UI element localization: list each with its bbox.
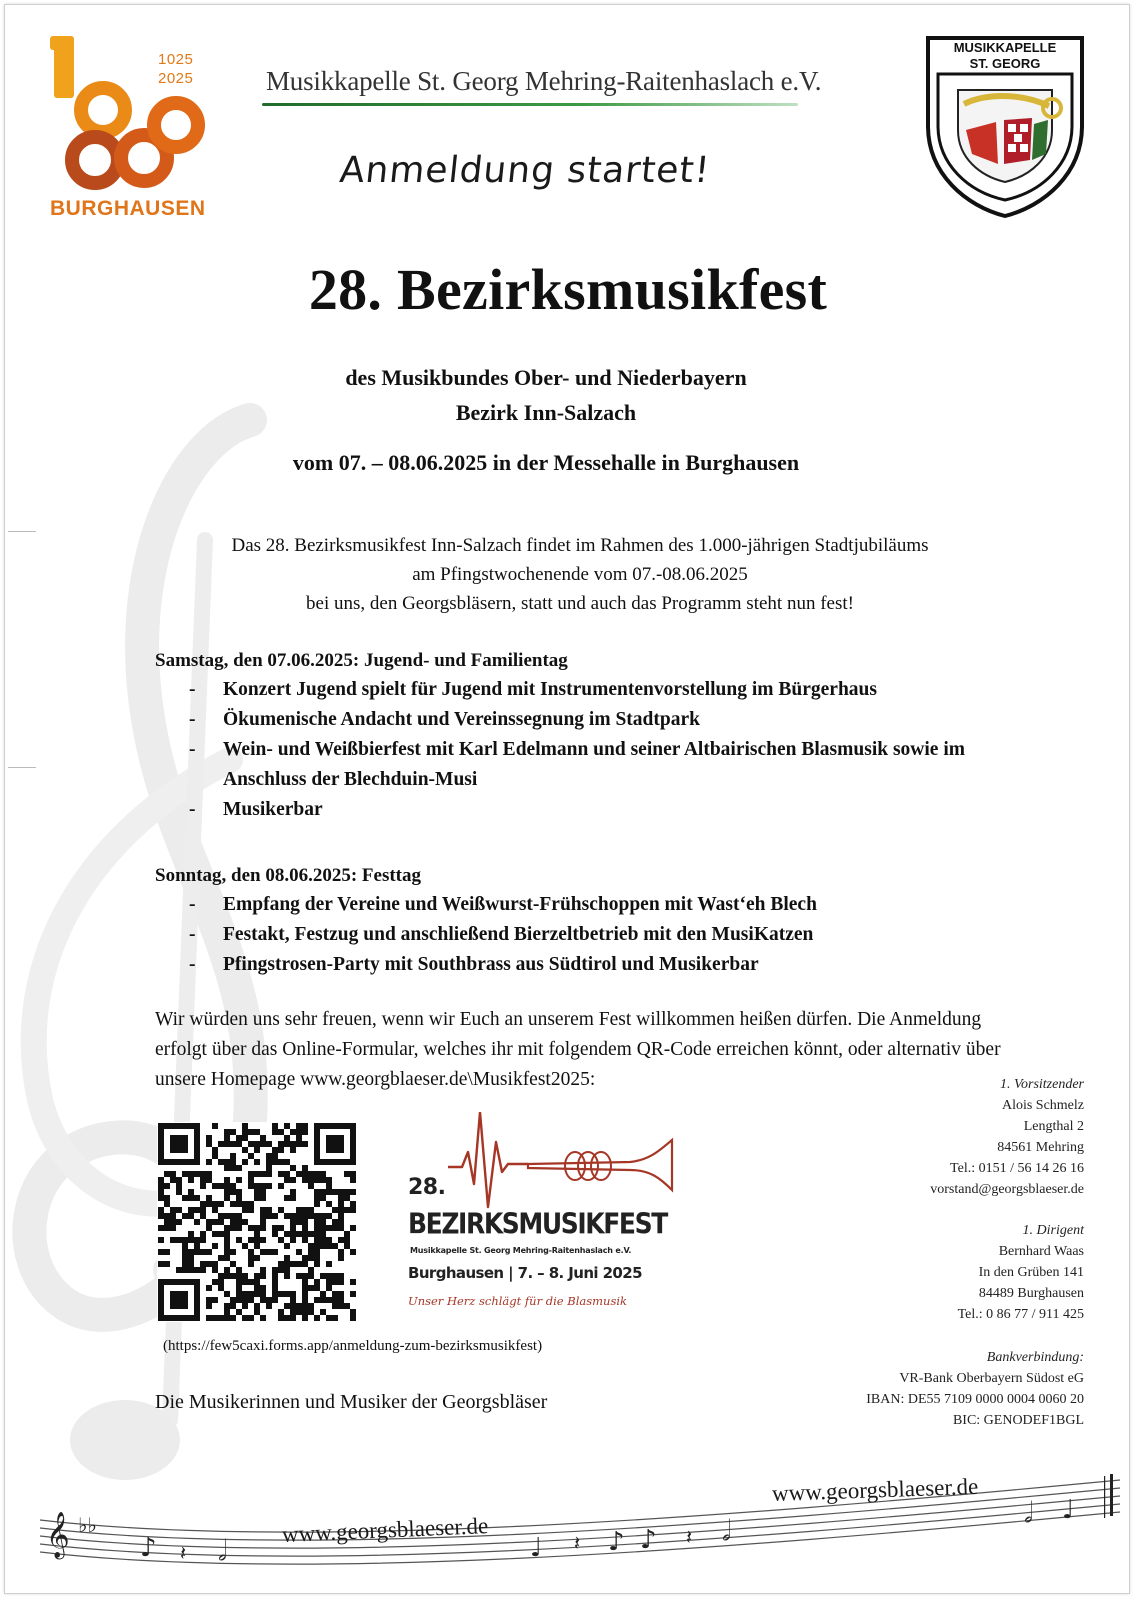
- bullet-dash: -: [189, 709, 196, 730]
- contact-role: 1. Dirigent: [1022, 1223, 1084, 1238]
- subtitle: [0, 360, 1092, 430]
- subtitle-line-1: des Musikbundes Ober- und Niederbayern: [345, 365, 747, 390]
- fest-logo-name: BEZIRKSMUSIKFEST: [408, 1207, 667, 1241]
- footer-url-left[interactable]: www.georgsblaeser.de: [281, 1513, 489, 1547]
- fest-logo-motto: Unser Herz schlägt für die Blasmusik: [408, 1294, 627, 1308]
- fest-logo-org: Musikkapelle St. Georg Mehring-Raitenhaslach e.V.: [410, 1246, 632, 1255]
- bullet-dash: -: [189, 894, 196, 915]
- subtitle-line-2: Bezirk Inn-Salzach: [455, 400, 637, 425]
- event-dates: vom 07. – 08.06.2025 in der Messehalle in Burghausen: [292, 450, 800, 475]
- program-sunday: [155, 861, 1055, 980]
- registration-headline: Anmeldung startet!: [337, 150, 713, 191]
- contact-chair: [784, 1074, 1084, 1200]
- jubilee-city: BURGHAUSEN: [50, 197, 206, 220]
- registration-url[interactable]: (https://few5caxi.forms.app/anmeldung-zum-bezirksmusikfest): [163, 1338, 543, 1354]
- contact-conductor: [784, 1220, 1084, 1325]
- contact-city: 84489 Burghausen: [978, 1286, 1084, 1301]
- bullet-dash: -: [189, 739, 196, 760]
- program-item-text: Empfang der Vereine und Weißwurst-Frühschoppen mit Wast‘eh Blech: [223, 894, 817, 915]
- club-name-underline: [262, 103, 798, 106]
- svg-text:♪: ♪: [608, 1527, 625, 1557]
- program-item-text: Konzert Jugend spielt für Jugend mit Instrumentenvorstellung im Bürgerhaus: [223, 679, 877, 700]
- jubilee-year-end: 2025: [158, 70, 194, 87]
- contact-name: Bernhard Waas: [998, 1244, 1084, 1259]
- svg-text:♭♭: ♭♭: [78, 1513, 97, 1537]
- closing-text: Wir würden uns sehr freuen, wenn wir Euch an unserem Fest willkommen heißen dürfen. Die Anmeldung erfolgt über das Online-Formular, welches ihr mit folgendem QR-Code erreichen könnt, oder alternativ über unsere Homepage www.georgblaeser.de\Musikfest2025:: [155, 1009, 1001, 1090]
- jubilee-years: [158, 50, 193, 88]
- svg-text:♪: ♪: [640, 1525, 657, 1555]
- bank-iban: IBAN: DE55 7109 0000 0004 0060 20: [866, 1392, 1084, 1407]
- bullet-dash: -: [189, 924, 196, 945]
- program-item: [155, 705, 1055, 735]
- program-item: [155, 890, 1055, 920]
- club-name: Musikkapelle St. Georg Mehring-Raitenhaslach e.V.: [266, 66, 822, 96]
- svg-text:𝄽: 𝄽: [574, 1531, 581, 1555]
- intro-paragraph: [0, 531, 1136, 618]
- svg-text:𝄞: 𝄞: [46, 1512, 70, 1558]
- program-item-text: Musikerbar: [223, 799, 323, 820]
- contact-city: 84561 Mehring: [997, 1140, 1084, 1155]
- crest-title-line-2: ST. GEORG: [969, 56, 1041, 71]
- footer-url-right[interactable]: www.georgsblaeser.de: [771, 1473, 979, 1506]
- program-item: [155, 920, 1055, 950]
- page-title: 28. Bezirksmusikfest: [308, 257, 828, 322]
- sunday-items: [155, 890, 1055, 980]
- program-item: [155, 735, 993, 795]
- sunday-heading: Sonntag, den 08.06.2025: Festtag: [155, 865, 422, 886]
- program-saturday: [155, 646, 1055, 825]
- program-item-text: Ökumenische Andacht und Vereinssegnung im Stadtpark: [223, 709, 700, 730]
- svg-text:𝅗𝅥: 𝅗𝅥: [1024, 1496, 1033, 1529]
- contact-phone: Tel.: 0151 / 56 14 26 16: [950, 1161, 1084, 1176]
- svg-text:♪: ♪: [140, 1533, 157, 1563]
- crest-title: [924, 40, 1086, 72]
- fest-logo-number: 28.: [408, 1175, 446, 1200]
- svg-text:♩: ♩: [530, 1533, 543, 1563]
- contact-street: In den Grüben 141: [978, 1265, 1084, 1280]
- svg-text:𝄽: 𝄽: [180, 1541, 187, 1565]
- bullet-dash: -: [189, 679, 196, 700]
- contact-phone: Tel.: 0 86 77 / 911 425: [957, 1307, 1084, 1322]
- program-item-text: Festakt, Festzug und anschließend Bierzeltbetrieb mit den MusiKatzen: [223, 924, 814, 945]
- saturday-heading: Samstag, den 07.06.2025: Jugend- und Familientag: [155, 650, 568, 671]
- edge-mark: [8, 767, 36, 768]
- saturday-items: [155, 675, 1055, 825]
- program-item: [155, 795, 1055, 825]
- intro-line: bei uns, den Georgsbläsern, statt und auch das Programm steht nun fest!: [306, 593, 854, 614]
- contact-street: Lengthal 2: [1023, 1119, 1084, 1134]
- program-item: [155, 675, 1055, 705]
- svg-text:𝄽: 𝄽: [686, 1525, 693, 1549]
- program-item: [155, 950, 1055, 980]
- svg-text:𝅗𝅥: 𝅗𝅥: [722, 1514, 731, 1547]
- fest-logo-date: Burghausen | 7. – 8. Juni 2025: [408, 1264, 642, 1282]
- bullet-dash: -: [189, 799, 196, 820]
- qr-code-icon[interactable]: [157, 1122, 357, 1322]
- bank-bic: BIC: GENODEF1BGL: [952, 1413, 1084, 1428]
- signoff: Die Musikerinnen und Musiker der Georgsbläser: [155, 1391, 548, 1413]
- bullet-dash: -: [189, 954, 196, 975]
- jubilee-year-start: 1025: [158, 51, 194, 68]
- intro-line: am Pfingstwochenende vom 07.-08.06.2025: [412, 564, 748, 585]
- contact-name: Alois Schmelz: [1001, 1098, 1084, 1113]
- contact-email: vorstand@georgsblaeser.de: [930, 1182, 1084, 1197]
- svg-text:♩: ♩: [1062, 1495, 1075, 1525]
- contact-bank: [784, 1347, 1084, 1431]
- program-item-text: Pfingstrosen-Party mit Southbrass aus Südtirol und Musikerbar: [223, 954, 759, 975]
- contact-role: 1. Vorsitzender: [1000, 1077, 1084, 1092]
- svg-text:𝅗𝅥: 𝅗𝅥: [218, 1534, 227, 1567]
- crest-title-line-1: MUSIKKAPELLE: [953, 40, 1057, 55]
- contact-role: Bankverbindung:: [986, 1350, 1084, 1365]
- intro-line: Das 28. Bezirksmusikfest Inn-Salzach findet im Rahmen des 1.000-jährigen Stadtjubiläums: [231, 535, 929, 556]
- program-item-text: Wein- und Weißbierfest mit Karl Edelmann und seiner Altbairischen Blasmusik sowie im Anschluss der Blechduin-Musi: [223, 739, 965, 790]
- bank-name: VR-Bank Oberbayern Südost eG: [899, 1371, 1084, 1386]
